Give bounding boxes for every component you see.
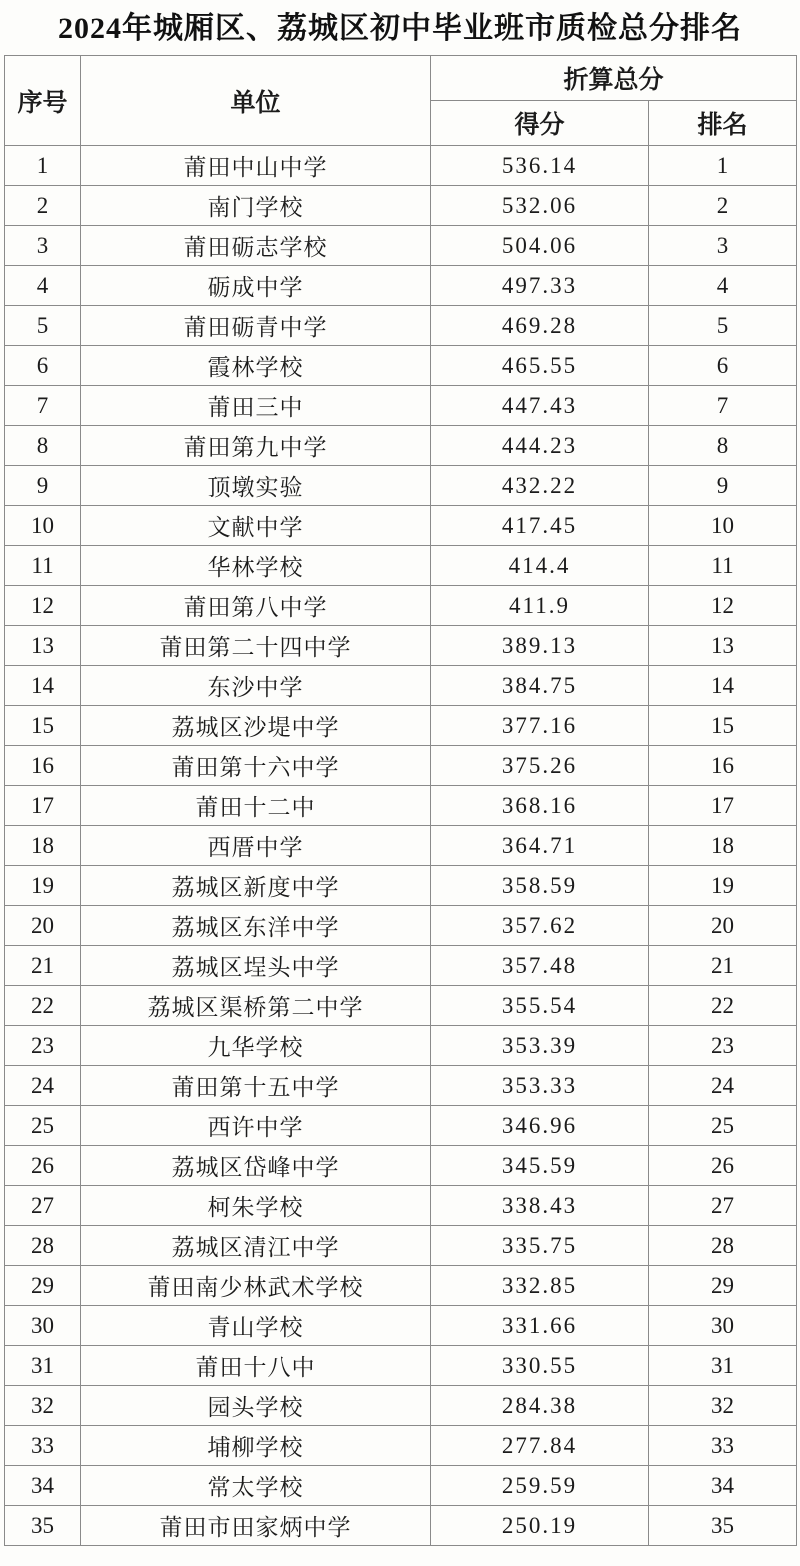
cell-seq: 12 (5, 586, 81, 626)
table-row (5, 1506, 797, 1546)
cell-seq: 25 (5, 1106, 81, 1146)
column-header-score: 得分 (431, 101, 649, 146)
cell-score: 284.38 (431, 1386, 649, 1426)
cell-score: 330.55 (431, 1346, 649, 1386)
cell-seq: 32 (5, 1386, 81, 1426)
cell-score: 465.55 (431, 346, 649, 386)
cell-seq: 10 (5, 506, 81, 546)
table-row (5, 1186, 797, 1226)
cell-unit: 西许中学 (81, 1106, 431, 1146)
cell-unit: 荔城区新度中学 (81, 866, 431, 906)
cell-score: 414.4 (431, 546, 649, 586)
table-row (5, 426, 797, 466)
cell-rank: 8 (649, 426, 797, 466)
cell-rank: 34 (649, 1466, 797, 1506)
cell-seq: 9 (5, 466, 81, 506)
cell-rank: 10 (649, 506, 797, 546)
cell-score: 332.85 (431, 1266, 649, 1306)
cell-unit: 莆田砺青中学 (81, 306, 431, 346)
cell-rank: 22 (649, 986, 797, 1026)
cell-score: 532.06 (431, 186, 649, 226)
cell-seq: 21 (5, 946, 81, 986)
cell-seq: 19 (5, 866, 81, 906)
table-row (5, 226, 797, 266)
cell-rank: 6 (649, 346, 797, 386)
table-row (5, 1066, 797, 1106)
cell-score: 357.62 (431, 906, 649, 946)
cell-seq: 18 (5, 826, 81, 866)
table-row (5, 1306, 797, 1346)
cell-score: 469.28 (431, 306, 649, 346)
cell-seq: 22 (5, 986, 81, 1026)
cell-score: 384.75 (431, 666, 649, 706)
cell-unit: 莆田三中 (81, 386, 431, 426)
table-row (5, 346, 797, 386)
cell-seq: 17 (5, 786, 81, 826)
cell-unit: 霞林学校 (81, 346, 431, 386)
table-row (5, 466, 797, 506)
cell-seq: 26 (5, 1146, 81, 1186)
cell-unit: 荔城区沙堤中学 (81, 706, 431, 746)
page-title: 2024年城厢区、荔城区初中毕业班市质检总分排名 (58, 12, 742, 45)
cell-rank: 27 (649, 1186, 797, 1226)
cell-rank: 13 (649, 626, 797, 666)
cell-score: 364.71 (431, 826, 649, 866)
cell-rank: 33 (649, 1426, 797, 1466)
cell-unit: 莆田第九中学 (81, 426, 431, 466)
table-row (5, 666, 797, 706)
cell-rank: 19 (649, 866, 797, 906)
column-header-seq: 序号 (5, 56, 81, 146)
cell-unit: 华林学校 (81, 546, 431, 586)
table-row (5, 626, 797, 666)
table-row (5, 186, 797, 226)
table-row (5, 1346, 797, 1386)
ranking-table (4, 55, 797, 1546)
cell-score: 355.54 (431, 986, 649, 1026)
cell-seq: 31 (5, 1346, 81, 1386)
cell-score: 444.23 (431, 426, 649, 466)
cell-unit: 莆田第十六中学 (81, 746, 431, 786)
cell-unit: 莆田中山中学 (81, 146, 431, 186)
cell-seq: 15 (5, 706, 81, 746)
cell-rank: 32 (649, 1386, 797, 1426)
cell-rank: 2 (649, 186, 797, 226)
cell-score: 411.9 (431, 586, 649, 626)
cell-score: 447.43 (431, 386, 649, 426)
cell-seq: 6 (5, 346, 81, 386)
cell-rank: 24 (649, 1066, 797, 1106)
table-row (5, 1146, 797, 1186)
cell-unit: 荔城区东洋中学 (81, 906, 431, 946)
table-row (5, 386, 797, 426)
cell-rank: 1 (649, 146, 797, 186)
cell-seq: 11 (5, 546, 81, 586)
cell-rank: 30 (649, 1306, 797, 1346)
table-row (5, 986, 797, 1026)
cell-unit: 莆田第十五中学 (81, 1066, 431, 1106)
cell-rank: 28 (649, 1226, 797, 1266)
cell-seq: 35 (5, 1506, 81, 1546)
cell-rank: 29 (649, 1266, 797, 1306)
header-row-top (5, 56, 797, 101)
cell-rank: 16 (649, 746, 797, 786)
cell-unit: 莆田十二中 (81, 786, 431, 826)
table-row (5, 146, 797, 186)
cell-unit: 莆田砺志学校 (81, 226, 431, 266)
table-row (5, 1386, 797, 1426)
table-row (5, 546, 797, 586)
cell-score: 377.16 (431, 706, 649, 746)
cell-seq: 34 (5, 1466, 81, 1506)
table-row (5, 826, 797, 866)
cell-unit: 南门学校 (81, 186, 431, 226)
cell-seq: 14 (5, 666, 81, 706)
table-row (5, 1426, 797, 1466)
cell-rank: 31 (649, 1346, 797, 1386)
cell-rank: 7 (649, 386, 797, 426)
cell-unit: 莆田十八中 (81, 1346, 431, 1386)
cell-score: 353.33 (431, 1066, 649, 1106)
cell-unit: 文献中学 (81, 506, 431, 546)
cell-score: 432.22 (431, 466, 649, 506)
cell-rank: 4 (649, 266, 797, 306)
table-row (5, 1266, 797, 1306)
cell-unit: 常太学校 (81, 1466, 431, 1506)
cell-unit: 西厝中学 (81, 826, 431, 866)
cell-unit: 荔城区渠桥第二中学 (81, 986, 431, 1026)
cell-seq: 23 (5, 1026, 81, 1066)
cell-unit: 埔柳学校 (81, 1426, 431, 1466)
cell-unit: 东沙中学 (81, 666, 431, 706)
cell-score: 497.33 (431, 266, 649, 306)
cell-score: 331.66 (431, 1306, 649, 1346)
cell-rank: 17 (649, 786, 797, 826)
table-row (5, 306, 797, 346)
cell-score: 389.13 (431, 626, 649, 666)
table-row (5, 1226, 797, 1266)
cell-seq: 1 (5, 146, 81, 186)
table-row (5, 1466, 797, 1506)
cell-seq: 3 (5, 226, 81, 266)
table-row (5, 706, 797, 746)
cell-score: 353.39 (431, 1026, 649, 1066)
cell-unit: 莆田南少林武术学校 (81, 1266, 431, 1306)
table-row (5, 946, 797, 986)
cell-seq: 27 (5, 1186, 81, 1226)
cell-unit: 顶墩实验 (81, 466, 431, 506)
cell-score: 358.59 (431, 866, 649, 906)
table-row (5, 1106, 797, 1146)
cell-rank: 20 (649, 906, 797, 946)
cell-score: 536.14 (431, 146, 649, 186)
cell-score: 259.59 (431, 1466, 649, 1506)
cell-seq: 33 (5, 1426, 81, 1466)
column-header-group-total: 折算总分 (431, 56, 797, 101)
cell-score: 504.06 (431, 226, 649, 266)
cell-rank: 18 (649, 826, 797, 866)
cell-rank: 11 (649, 546, 797, 586)
cell-rank: 23 (649, 1026, 797, 1066)
table-header (5, 56, 797, 146)
cell-seq: 8 (5, 426, 81, 466)
cell-score: 357.48 (431, 946, 649, 986)
cell-seq: 2 (5, 186, 81, 226)
cell-unit: 九华学校 (81, 1026, 431, 1066)
cell-unit: 柯朱学校 (81, 1186, 431, 1226)
cell-score: 375.26 (431, 746, 649, 786)
table-row (5, 786, 797, 826)
cell-rank: 35 (649, 1506, 797, 1546)
column-header-rank: 排名 (649, 101, 797, 146)
cell-score: 368.16 (431, 786, 649, 826)
table-row (5, 746, 797, 786)
table-body (5, 146, 797, 1546)
cell-seq: 5 (5, 306, 81, 346)
cell-unit: 园头学校 (81, 1386, 431, 1426)
cell-rank: 26 (649, 1146, 797, 1186)
table-row (5, 866, 797, 906)
cell-score: 345.59 (431, 1146, 649, 1186)
cell-score: 335.75 (431, 1226, 649, 1266)
cell-rank: 5 (649, 306, 797, 346)
cell-rank: 15 (649, 706, 797, 746)
cell-score: 277.84 (431, 1426, 649, 1466)
cell-score: 346.96 (431, 1106, 649, 1146)
cell-seq: 4 (5, 266, 81, 306)
cell-score: 338.43 (431, 1186, 649, 1226)
cell-rank: 25 (649, 1106, 797, 1146)
cell-seq: 29 (5, 1266, 81, 1306)
cell-unit: 荔城区岱峰中学 (81, 1146, 431, 1186)
cell-unit: 砺成中学 (81, 266, 431, 306)
cell-unit: 荔城区清江中学 (81, 1226, 431, 1266)
cell-unit: 荔城区埕头中学 (81, 946, 431, 986)
cell-unit: 莆田市田家炳中学 (81, 1506, 431, 1546)
cell-unit: 青山学校 (81, 1306, 431, 1346)
table-row (5, 266, 797, 306)
table-row (5, 586, 797, 626)
cell-seq: 16 (5, 746, 81, 786)
cell-rank: 12 (649, 586, 797, 626)
cell-seq: 24 (5, 1066, 81, 1106)
table-row (5, 1026, 797, 1066)
cell-rank: 3 (649, 226, 797, 266)
cell-seq: 20 (5, 906, 81, 946)
cell-seq: 28 (5, 1226, 81, 1266)
cell-seq: 7 (5, 386, 81, 426)
cell-score: 417.45 (431, 506, 649, 546)
cell-unit: 莆田第八中学 (81, 586, 431, 626)
table-row (5, 906, 797, 946)
cell-seq: 30 (5, 1306, 81, 1346)
column-header-unit: 单位 (81, 56, 431, 146)
cell-seq: 13 (5, 626, 81, 666)
cell-rank: 14 (649, 666, 797, 706)
cell-score: 250.19 (431, 1506, 649, 1546)
table-row (5, 506, 797, 546)
cell-rank: 9 (649, 466, 797, 506)
cell-unit: 莆田第二十四中学 (81, 626, 431, 666)
cell-rank: 21 (649, 946, 797, 986)
